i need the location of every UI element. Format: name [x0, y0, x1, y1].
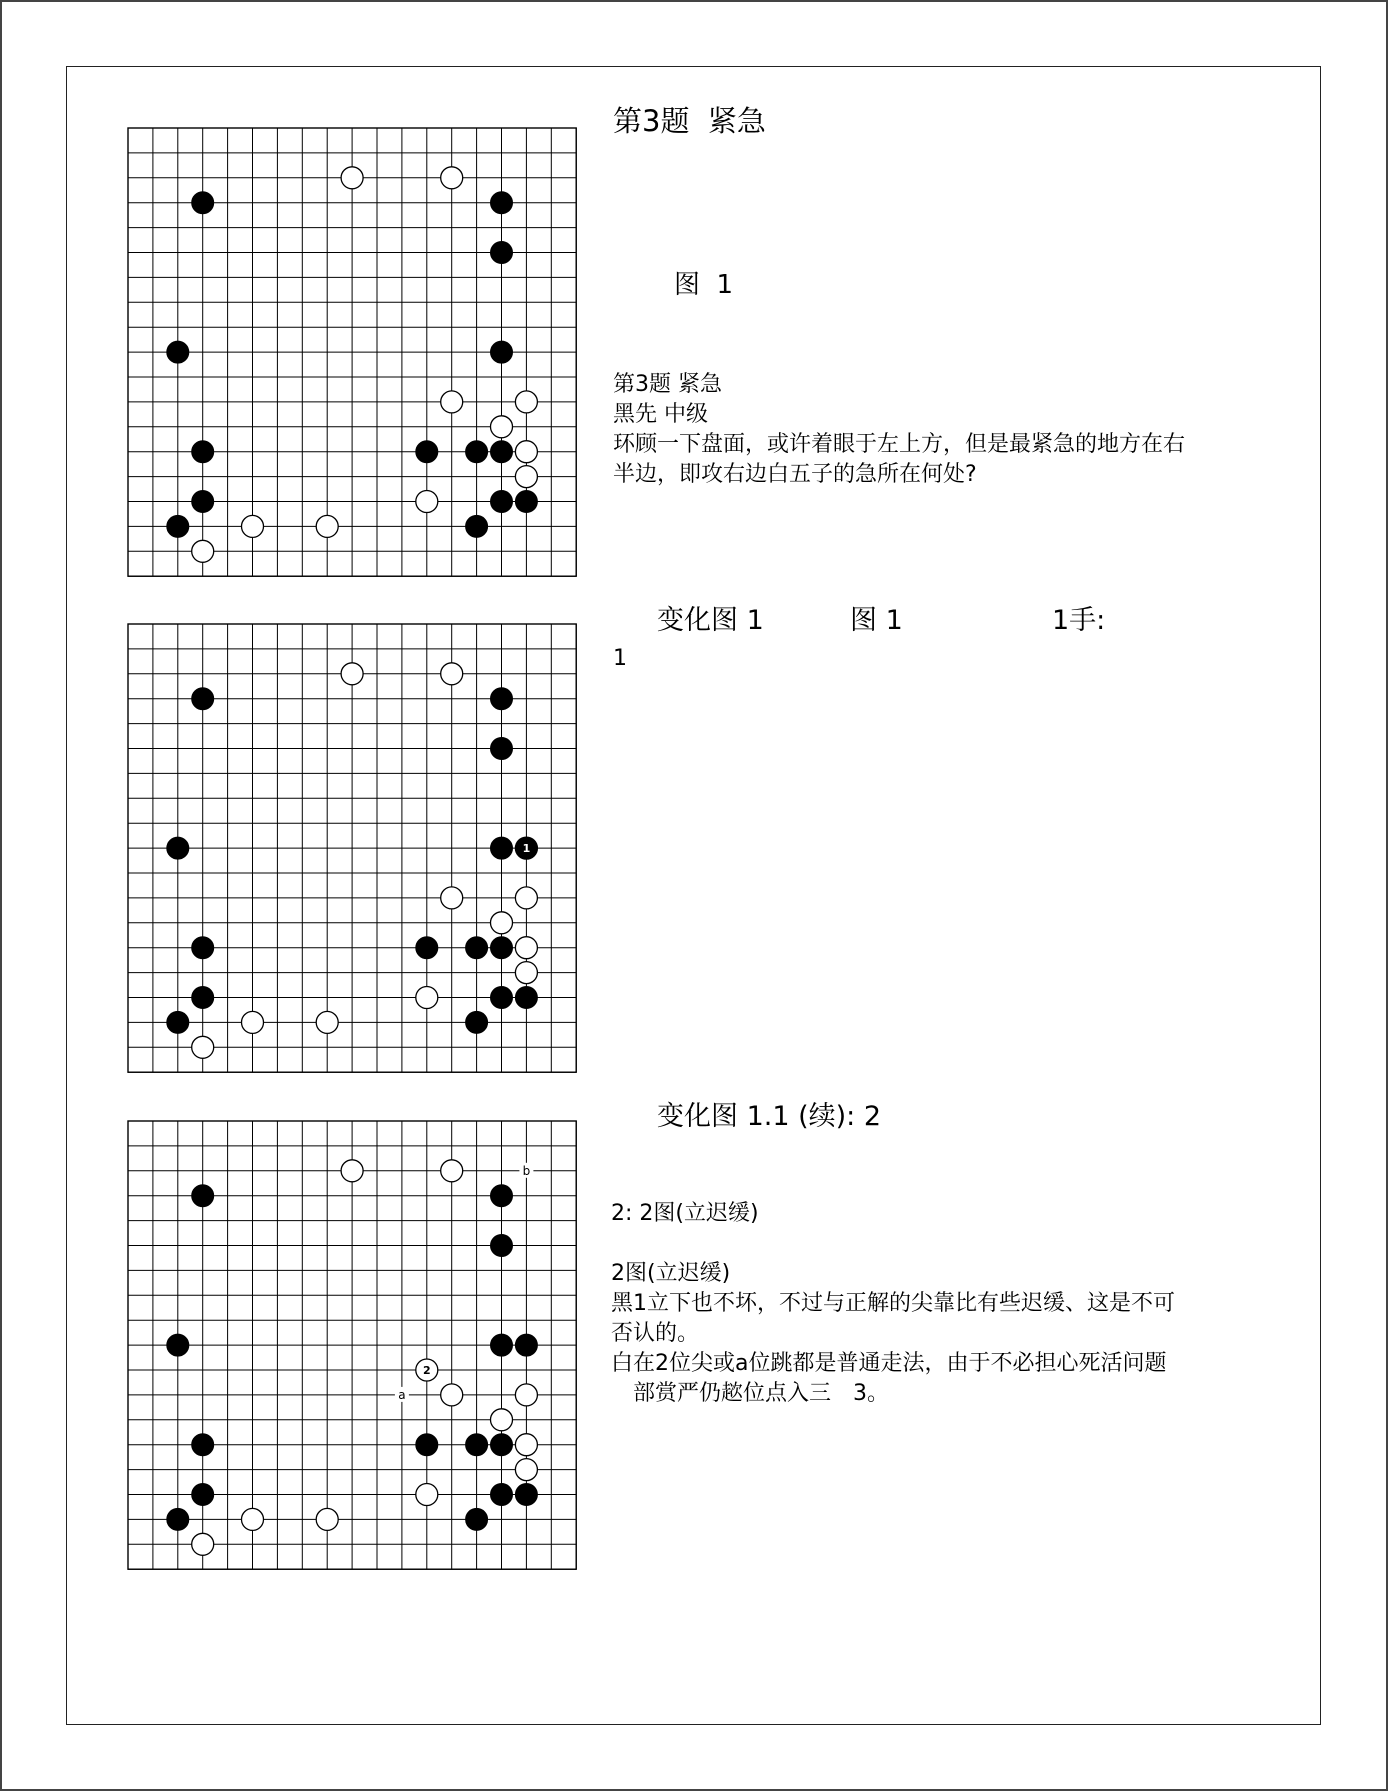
black-stone [515, 491, 537, 513]
move-number: 1 [522, 842, 531, 856]
white-stone [341, 663, 363, 685]
white-stone [242, 1508, 264, 1530]
white-stone [341, 1160, 363, 1182]
white-stone [441, 887, 463, 909]
variation-1-moves-label: 1手: [1052, 605, 1106, 636]
white-stone [515, 441, 537, 463]
black-stone [466, 441, 488, 463]
variation-1-moves: 1 [613, 646, 627, 671]
white-stone [515, 1384, 537, 1406]
white-stone [316, 515, 338, 537]
white-stone [515, 1459, 537, 1481]
black-stone [416, 937, 438, 959]
white-stone [441, 167, 463, 189]
black-stone [167, 1334, 189, 1356]
black-stone [192, 491, 214, 513]
black-stone [466, 515, 488, 537]
white-stone [192, 540, 214, 562]
white-stone [515, 962, 537, 984]
white-stone [515, 887, 537, 909]
variation-2-description [611, 1259, 1291, 1409]
variation-2-desc-line: 部赏严仍趑位点入三 3。 [611, 1381, 889, 1406]
black-stone [416, 441, 438, 463]
black-stone [515, 1334, 537, 1356]
black-stone [416, 1434, 438, 1456]
problem-desc-line: 半边，即攻右边白五子的急所在何处? [613, 462, 977, 487]
variation-1-figure: 图 1 [850, 605, 903, 636]
white-stone [242, 515, 264, 537]
variation-2-desc-line: 否认的。 [611, 1321, 700, 1346]
problem-description [613, 370, 1273, 490]
problem-desc-line: 环顾一下盘面，或许着眼于左上方，但是最紧急的地方在右 [613, 432, 1186, 457]
black-stone [491, 1235, 513, 1257]
black-stone [167, 837, 189, 859]
black-stone [491, 987, 513, 1009]
go-board-problem [127, 127, 577, 577]
black-stone [466, 937, 488, 959]
black-stone [491, 491, 513, 513]
white-stone [491, 1409, 513, 1431]
problem-desc-line: 第3题 紧急 [613, 372, 722, 397]
go-board-variation-1 [127, 623, 577, 1073]
variation-2-desc-line: 白在2位尖或a位跳都是普通走法，由于不必担心死活问题 [611, 1351, 1167, 1376]
black-stone [192, 987, 214, 1009]
black-stone [167, 1011, 189, 1033]
white-stone [316, 1508, 338, 1530]
white-stone [515, 466, 537, 488]
black-stone [491, 242, 513, 264]
variation-1-label: 变化图 1 [657, 605, 764, 636]
white-stone [515, 391, 537, 413]
problem-desc-line: 黑先 中级 [613, 402, 708, 427]
white-stone [416, 491, 438, 513]
black-stone [491, 1434, 513, 1456]
black-stone [491, 937, 513, 959]
black-stone [491, 837, 513, 859]
white-stone [441, 391, 463, 413]
black-stone [167, 341, 189, 363]
variation-2-desc-line: 黑1立下也不坏，不过与正解的尖靠比有些迟缓、这是不可 [611, 1291, 1175, 1316]
white-stone [416, 1484, 438, 1506]
black-stone [491, 192, 513, 214]
white-stone [341, 167, 363, 189]
black-stone [491, 341, 513, 363]
figure-label: 图 1 [674, 270, 734, 300]
black-stone [515, 987, 537, 1009]
black-stone [491, 1334, 513, 1356]
black-stone [491, 738, 513, 760]
variation-2-desc-line: 2图(立迟缓) [611, 1261, 731, 1286]
problem-title: 第3题 紧急 [613, 104, 766, 138]
white-stone [192, 1036, 214, 1058]
black-stone [192, 441, 214, 463]
black-stone [192, 688, 214, 710]
go-board-variation-1-1 [127, 1120, 577, 1570]
variation-2-title: 变化图 1.1 (续): 2 [657, 1101, 882, 1132]
white-stone [242, 1011, 264, 1033]
white-stone [491, 416, 513, 438]
black-stone [192, 1185, 214, 1207]
black-stone [192, 192, 214, 214]
white-stone [416, 987, 438, 1009]
white-stone [515, 937, 537, 959]
white-stone [441, 1160, 463, 1182]
black-stone [491, 1484, 513, 1506]
white-stone [515, 1434, 537, 1456]
black-stone [491, 1185, 513, 1207]
black-stone [192, 937, 214, 959]
white-stone [491, 912, 513, 934]
black-stone [515, 1484, 537, 1506]
black-stone [192, 1484, 214, 1506]
black-stone [491, 688, 513, 710]
move-number: 2 [422, 1364, 431, 1377]
black-stone [192, 1434, 214, 1456]
white-stone [441, 663, 463, 685]
white-stone [441, 1384, 463, 1406]
variation-2-note: 2: 2图(立迟缓) [611, 1201, 759, 1226]
black-stone [466, 1434, 488, 1456]
black-stone [167, 515, 189, 537]
point-letter: a [398, 1387, 406, 1402]
black-stone [491, 441, 513, 463]
white-stone [192, 1533, 214, 1555]
black-stone [167, 1508, 189, 1530]
black-stone [466, 1508, 488, 1530]
white-stone [316, 1011, 338, 1033]
black-stone [466, 1011, 488, 1033]
point-letter: b [522, 1163, 531, 1178]
